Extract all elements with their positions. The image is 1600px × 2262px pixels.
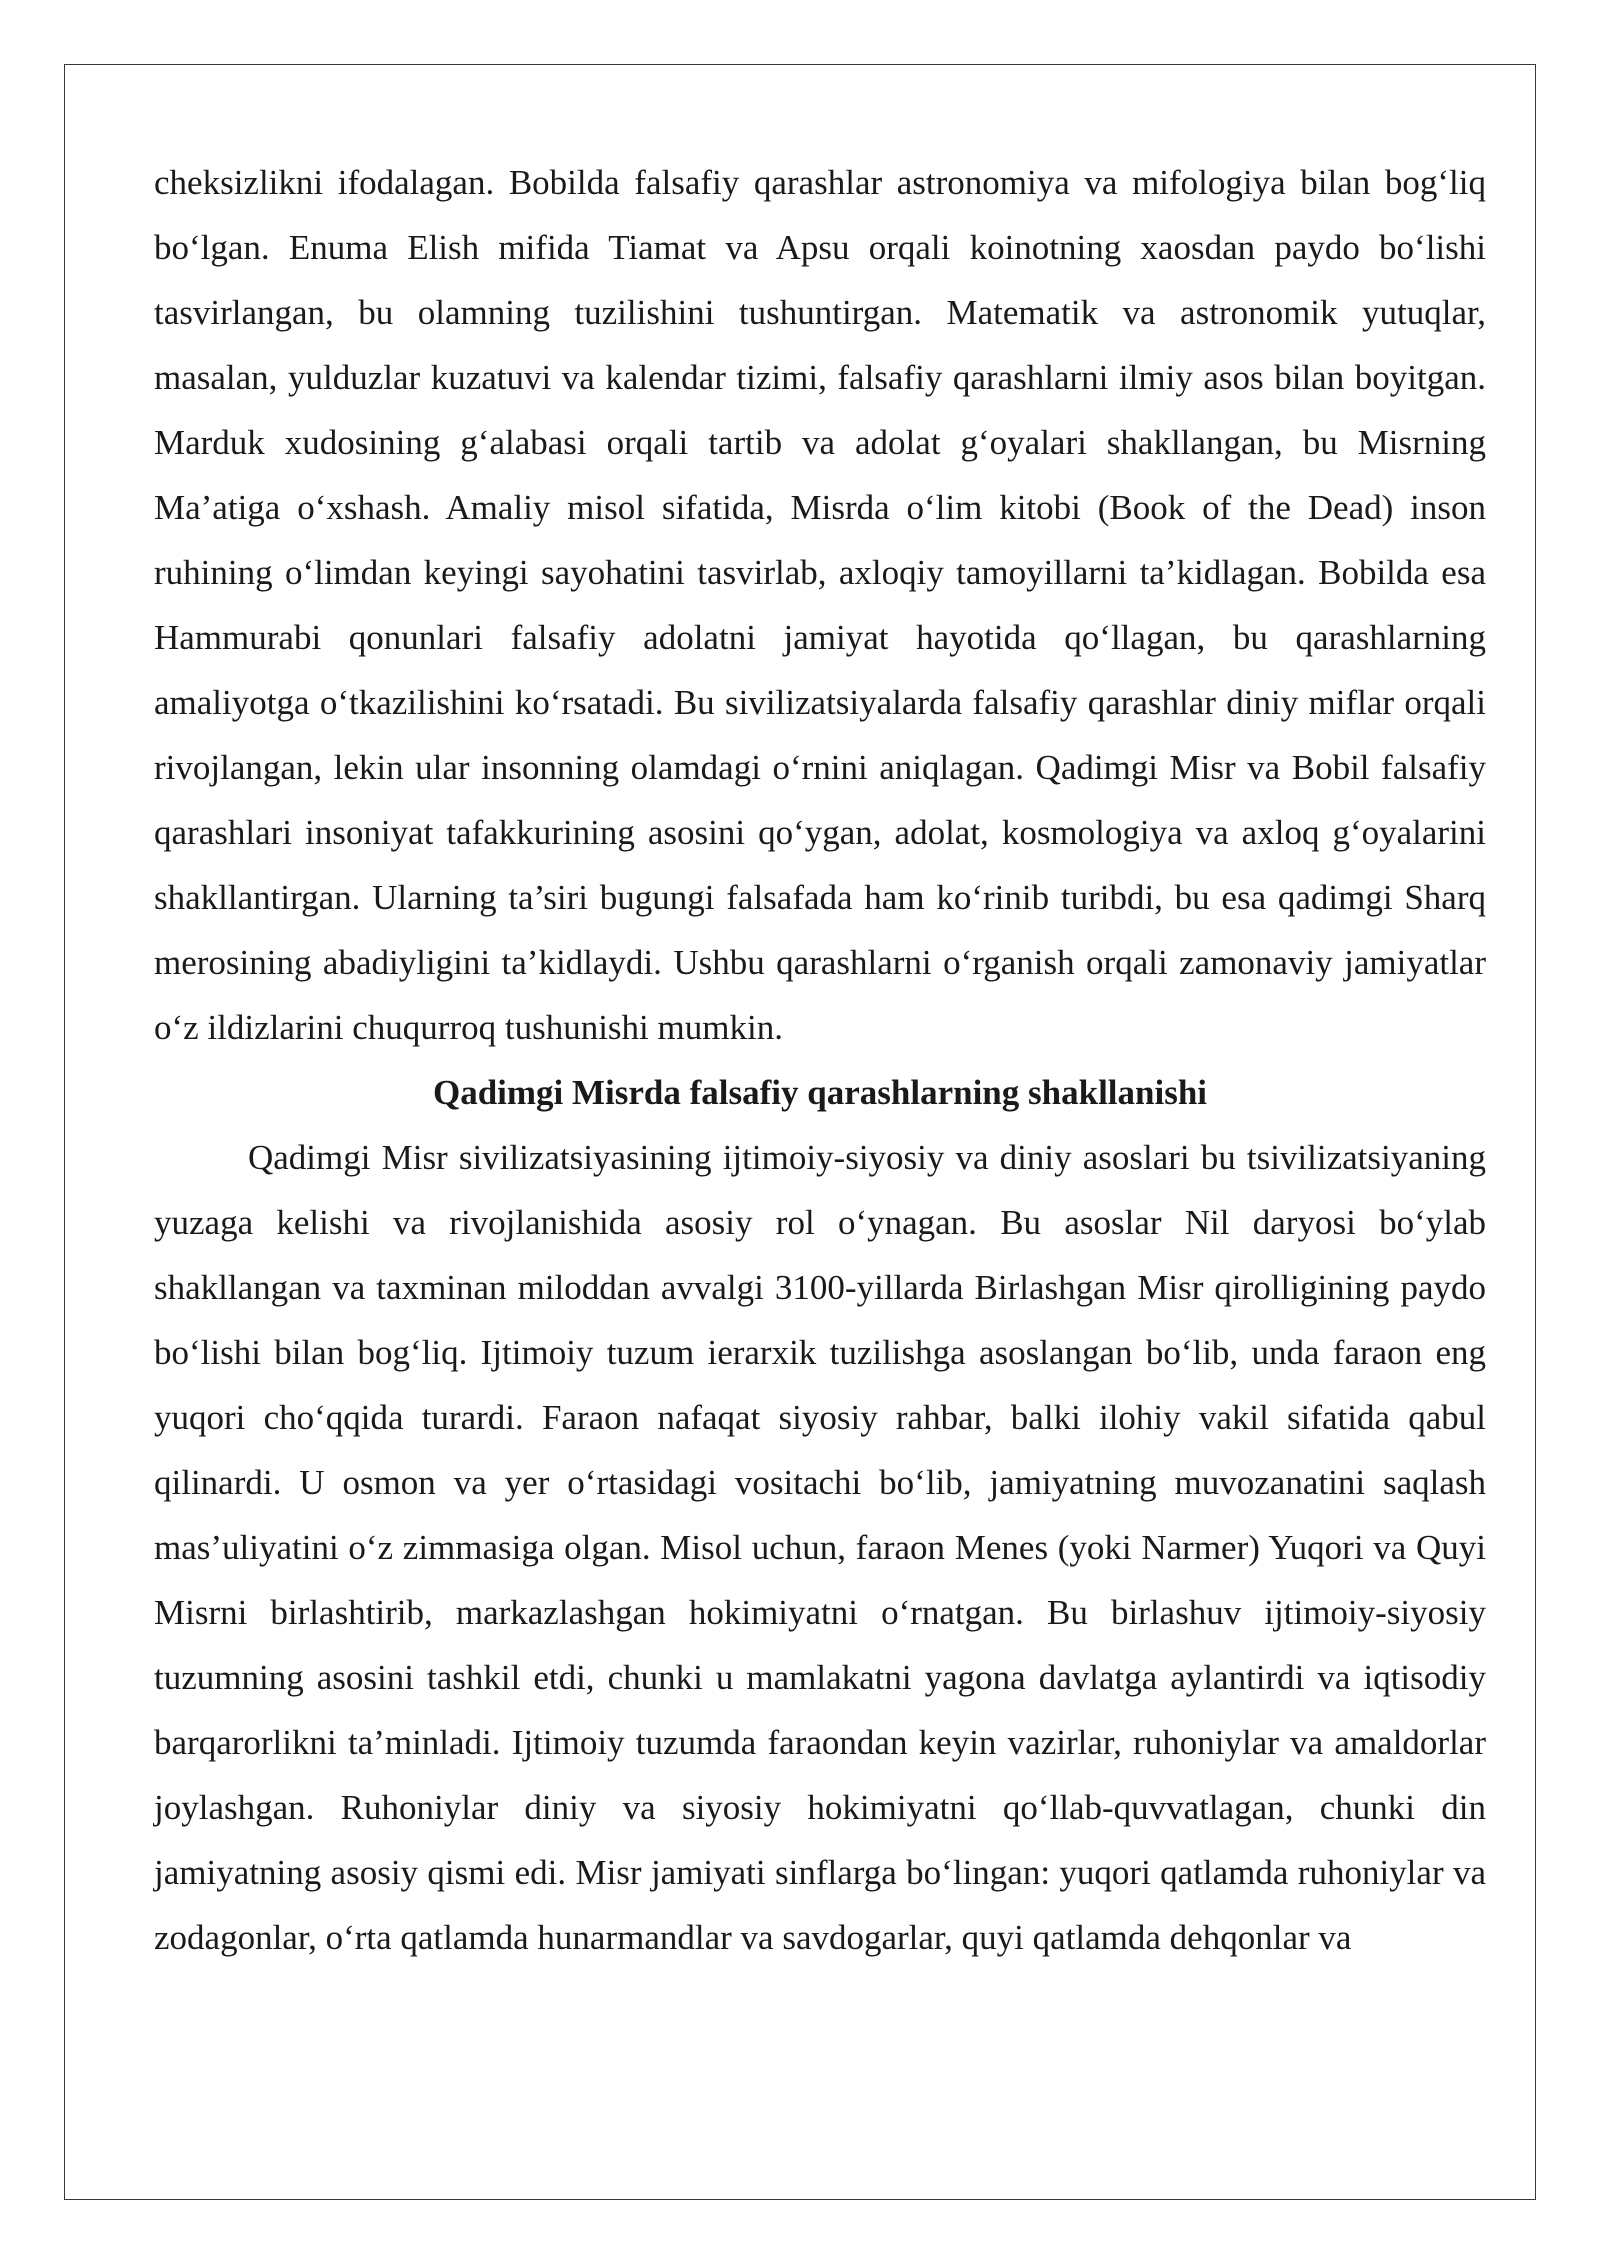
body-paragraph: cheksizlikni ifodalagan. Bobilda falsafiy qarashlar astronomiya va mifologiya bilan bog‘liq bo‘lgan. Enuma Elish mifida Tiamat va Apsu orqali koinotning xaosdan paydo bo‘lishi tasvirlangan, bu olamning tuzilishini tushuntirgan. Matematik va astronomik yutuqlar, masalan, yulduzlar kuzatuvi va kalendar tizimi, falsafiy qarashlarni ilmiy asos bilan boyitgan. Marduk xudosining g‘alabasi orqali tartib va adolat g‘oyalari shakllangan, bu Misrning Ma’atiga o‘xshash. Amaliy misol sifatida, Misrda o‘lim kitobi (Book of the Dead) inson ruhining o‘limdan keyingi sayohatini tasvirlab, axloqiy tamoyillarni ta’kidlagan. Bobilda esa Hammurabi qonunlari falsafiy adolatni jamiyat hayotida qo‘llagan, bu qarashlarning amaliyotga o‘tkazilishini ko‘rsatadi. Bu sivilizatsiyalarda falsafiy qarashlar diniy miflar orqali rivojlangan, lekin ular insonning olamdagi o‘rnini aniqlagan. Qadimgi Misr va Bobil falsafiy qarashlari insoniyat tafakkurining asosini qo‘ygan, adolat, kosmologiya va axloq g‘oyalarini shakllantirgan. Ularning ta’siri bugungi falsafada ham ko‘rinib turibdi, bu esa qadimgi Sharq merosining abadiyligini ta’kidlaydi. Ushbu qarashlarni o‘rganish orqali zamonaviy jamiyatlar o‘z ildizlarini chuqurroq tushunishi mumkin.: [154, 163, 1486, 1047]
section-heading: Qadimgi Misrda falsafiy qarashlarning shakllanishi: [432, 1073, 1208, 1112]
document-body: [154, 150, 1486, 1970]
body-paragraph: Qadimgi Misr sivilizatsiyasining ijtimoiy-siyosiy va diniy asoslari bu tsivilizatsiyaning yuzaga kelishi va rivojlanishida asosiy rol o‘ynagan. Bu asoslar Nil daryosi bo‘ylab shakllangan va taxminan miloddan avvalgi 3100-yillarda Birlashgan Misr qirolligining paydo bo‘lishi bilan bog‘liq. Ijtimoiy tuzum ierarxik tuzilishga asoslangan bo‘lib, unda faraon eng yuqori cho‘qqida turardi. Faraon nafaqat siyosiy rahbar, balki ilohiy vakil sifatida qabul qilinardi. U osmon va yer o‘rtasidagi vositachi bo‘lib, jamiyatning muvozanatini saqlash mas’uliyatini o‘z zimmasiga olgan. Misol uchun, faraon Menes (yoki Narmer) Yuqori va Quyi Misrni birlashtirib, markazlashgan hokimiyatni o‘rnatgan. Bu birlashuv ijtimoiy-siyosiy tuzumning asosini tashkil etdi, chunki u mamlakatni yagona davlatga aylantirdi va iqtisodiy barqarorlikni ta’minladi. Ijtimoiy tuzumda faraondan keyin vazirlar, ruhoniylar va amaldorlar joylashgan. Ruhoniylar diniy va siyosiy hokimiyatni qo‘llab-quvvatlagan, chunki din jamiyatning asosiy qismi edi. Misr jamiyati sinflarga bo‘lingan: yuqori qatlamda ruhoniylar va zodagonlar, o‘rta qatlamda hunarmandlar va savdogarlar, quyi qatlamda dehqonlar va: [154, 1138, 1486, 1957]
